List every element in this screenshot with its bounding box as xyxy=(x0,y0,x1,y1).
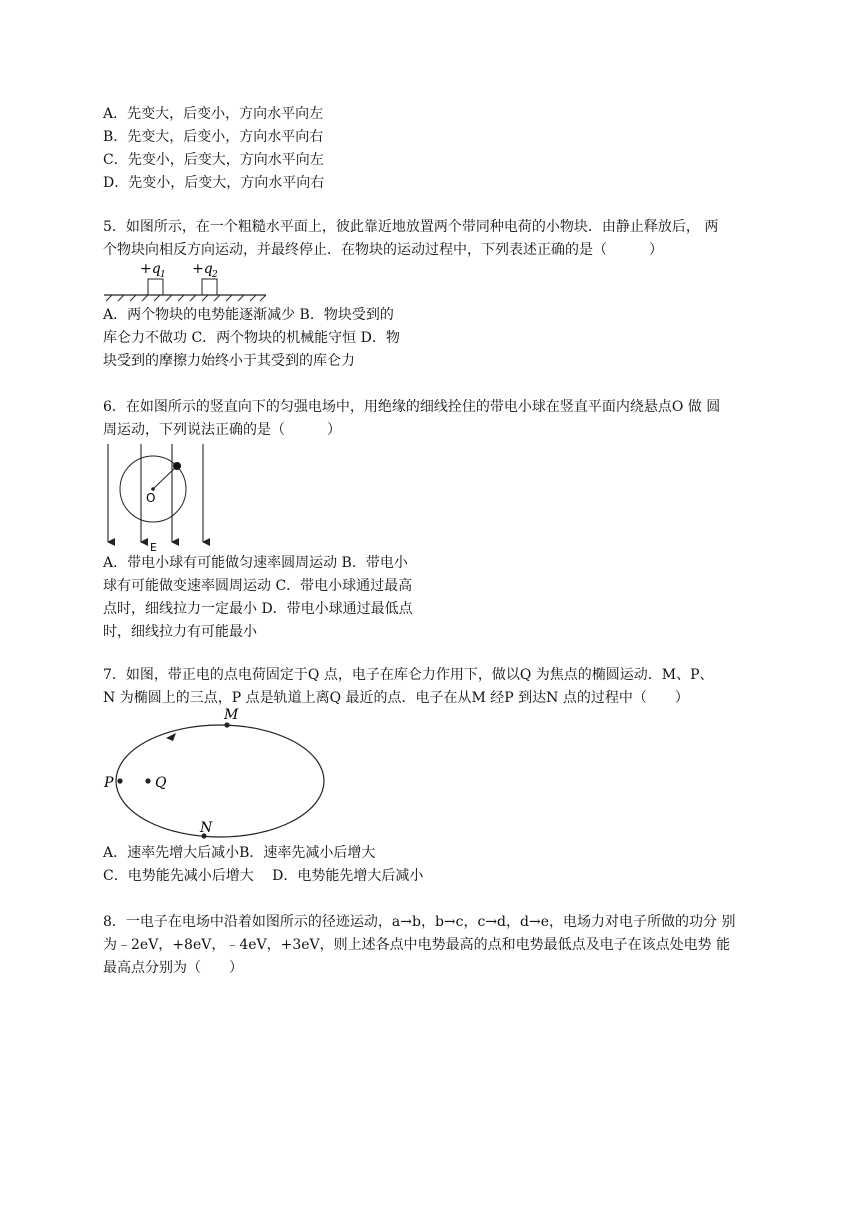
q6-stem-line-2: 周运动，下列说法正确的是（ ） xyxy=(103,422,341,438)
q8-stem-line-3: 最高点分别为（ ） xyxy=(103,960,243,976)
q7-point-p xyxy=(117,778,122,783)
q5-ground-hatching xyxy=(106,295,266,301)
q4-option-c: C．先变小，后变大，方向水平向左 xyxy=(103,152,324,168)
q5-option-line-2: 库仑力不做功 C．两个物块的机械能守恒 D．物 xyxy=(103,330,400,346)
q5-stem-line-1: 5．如图所示，在一个粗糙水平面上，彼此靠近地放置两个带同种电荷的小物块．由静止释放后， 两 xyxy=(103,219,719,235)
q5-option-line-1: A．两个物块的电势能逐渐减少 B．物块受到的 xyxy=(103,307,394,323)
q7-label-q: Q xyxy=(155,775,167,791)
q6-charged-ball xyxy=(173,462,181,470)
q6-stem-line-1: 6．在如图所示的竖直向下的匀强电场中，用绝缘的细线拴住的带电小球在竖直平面内绕悬点O 做 圆 xyxy=(103,399,721,415)
q8-stem-line-1: 8．一电子在电场中沿着如图所示的径迹运动，a→b，b→c，c→d，d→e，电场力对电子所做的功分 别 xyxy=(103,914,736,930)
q7-option-line-2: C．电势能先减小后增大 D．电势能先增大后减小 xyxy=(103,868,424,884)
q6-label-o: O xyxy=(146,491,156,505)
q6-option-line-2: 球有可能做变速率圆周运动 C．带电小球通过最高 xyxy=(103,578,413,594)
q5-label-q2: +q xyxy=(192,261,213,277)
q7-label-p: P xyxy=(104,775,114,791)
q5-block-1 xyxy=(148,279,163,295)
q6-option-line-3: 点时，细线拉力一定最小 D．带电小球通过最低点 xyxy=(103,601,413,617)
q7-stem-line-1: 7．如图，带正电的点电荷固定于Q 点，电子在库仑力作用下，做以Q 为焦点的椭圆运动．M、P、 xyxy=(103,667,714,683)
q7-label-m: M xyxy=(224,707,239,723)
q7-label-n: N xyxy=(200,820,213,836)
q4-option-b: B．先变大，后变小，方向水平向右 xyxy=(103,129,324,145)
q5-label-q1-sub: 1 xyxy=(160,270,166,280)
q5-stem-line-2: 个物块向相反方向运动，并最终停止．在物块的运动过程中，下列表述正确的是（ ） xyxy=(103,242,663,258)
q5-block-2 xyxy=(202,279,217,295)
q7-point-m xyxy=(224,722,229,727)
q6-option-line-4: 时，细线拉力有可能最小 xyxy=(103,624,257,640)
q4-option-d: D．先变小，后变大，方向水平向右 xyxy=(103,175,325,191)
q6-field-lines xyxy=(108,444,203,542)
q7-option-line-1: A．速率先增大后减小B．速率先减小后增大 xyxy=(103,845,376,861)
q8-stem-line-2: 为﹣2eV，+8eV，﹣4eV，+3eV，则上述各点中电势最高的点和电势最低点及电子在该点处电势 能 xyxy=(103,937,731,953)
q7-figure-ellipse-orbit xyxy=(100,705,330,843)
q5-label-q1: +q xyxy=(140,261,161,277)
q6-figure-electric-field xyxy=(100,442,220,554)
q7-direction-arrow xyxy=(166,733,176,741)
q6-label-e: E xyxy=(150,541,157,554)
q5-option-line-3: 块受到的摩擦力始终小于其受到的库仑力 xyxy=(103,353,355,369)
q5-figure-blocks-on-surface xyxy=(100,258,270,302)
q6-string xyxy=(153,466,177,489)
q7-point-q xyxy=(145,778,150,783)
q4-option-a: A．先变大，后变小，方向水平向左 xyxy=(103,106,324,122)
q7-stem-line-2: N 为椭圆上的三点，P 点是轨道上离Q 最近的点．电子在从M 经P 到达N 点的过程中（ ） xyxy=(103,690,689,706)
q6-option-line-1: A．带电小球有可能做匀速率圆周运动 B．带电小 xyxy=(103,555,408,571)
q5-label-q2-sub: 2 xyxy=(212,270,218,280)
